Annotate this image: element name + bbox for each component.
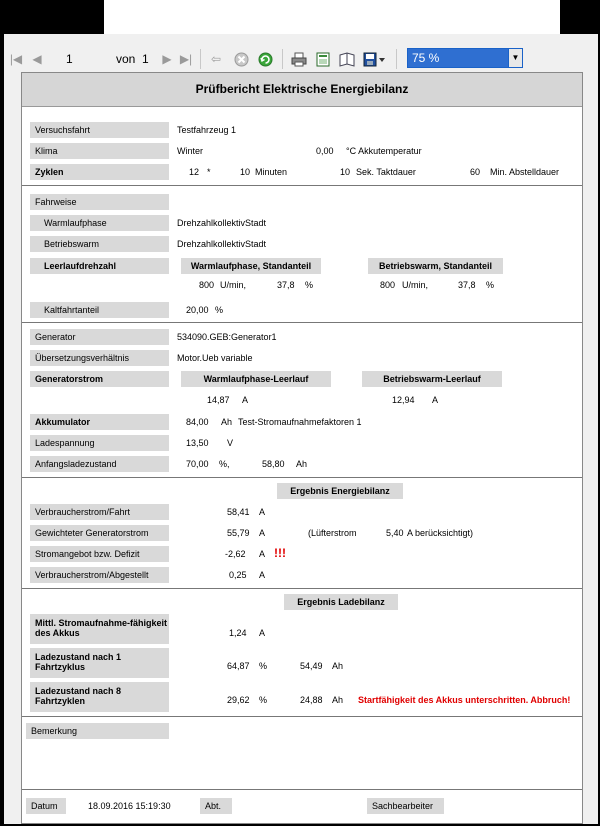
- abt-label: Abt.: [200, 798, 232, 814]
- leerlauf-warmlauf-rpm-unit: U/min,: [220, 280, 247, 290]
- toolbar-separator: [200, 49, 201, 69]
- verbraucherstrom-fahrt-value: 58,41: [227, 507, 250, 517]
- zyklen-label: Zyklen: [30, 164, 169, 180]
- section-divider: [22, 322, 582, 323]
- ladezustand-8-ah: 24,88: [300, 695, 323, 705]
- klima-value: Winter: [177, 146, 204, 156]
- leerlauf-betrieb-rpm: 800: [380, 280, 396, 290]
- ladezustand-8-pct-unit: %: [259, 695, 268, 705]
- ladespannung-unit: V: [227, 438, 234, 448]
- zyklen-mult: *: [207, 167, 211, 177]
- ladezustand-8-ah-unit: Ah: [332, 695, 344, 705]
- luefterstrom-label: (Lüfterstrom: [308, 528, 357, 538]
- bemerkung-label: Bemerkung: [26, 723, 169, 739]
- generatorstrom-betrieb-value: 12,94: [392, 395, 415, 405]
- versuchsfahrt-label: Versuchsfahrt: [30, 122, 169, 138]
- page-layout-icon[interactable]: [314, 51, 332, 67]
- luefterstrom-value: 5,40: [386, 528, 404, 538]
- zoom-value: 75 %: [408, 49, 509, 67]
- akkumulator-value: 84,00: [186, 417, 209, 427]
- ladespannung-label: Ladespannung: [30, 435, 169, 451]
- generator-label: Generator: [30, 329, 169, 345]
- generatorstrom-warmlauf-header: Warmlaufphase-Leerlauf: [181, 371, 331, 387]
- luefterstrom-unit: A berücksichtigt): [407, 528, 474, 538]
- defizit-warning-mark: !!!: [274, 546, 286, 560]
- ladezustand-1-ah: 54,49: [300, 661, 323, 671]
- ladezustand-1-ah-unit: Ah: [332, 661, 344, 671]
- verbraucherstrom-abgestellt-label: Verbraucherstrom/Abgestellt: [30, 567, 169, 583]
- kaltfahrtanteil-value: 20,00: [186, 305, 209, 315]
- verbraucherstrom-abgestellt-unit: A: [259, 570, 266, 580]
- ladezustand-8-label: Ladezustand nach 8 Fahrtzyklen: [30, 682, 169, 712]
- stromangebot-defizit-value: -2,62: [225, 549, 246, 559]
- stromangebot-defizit-unit: A: [259, 549, 266, 559]
- section-divider: [22, 716, 582, 717]
- print-icon[interactable]: [290, 51, 308, 67]
- anfangsladezustand-pct-unit: %,: [219, 459, 230, 469]
- ladezustand-8-warning: Startfähigkeit des Akkus unterschritten. Abbruch!: [358, 695, 571, 705]
- mittl-stromaufnahme-value: 1,24: [229, 628, 247, 638]
- page-setup-icon[interactable]: [338, 51, 356, 67]
- first-page-icon[interactable]: |◀: [9, 52, 23, 66]
- section-divider: [22, 789, 582, 790]
- generatorstrom-warmlauf-value: 14,87: [207, 395, 230, 405]
- page-number-input[interactable]: 1: [66, 52, 73, 66]
- warmlaufphase-value: DrehzahlkollektivStadt: [177, 218, 267, 228]
- uebersetzung-label: Übersetzungsverhältnis: [30, 350, 169, 366]
- refresh-icon[interactable]: [256, 51, 274, 67]
- leerlauf-betrieb-pct-unit: %: [486, 280, 495, 290]
- last-page-icon[interactable]: ▶|: [179, 52, 193, 66]
- akkutemperatur-unit: °C Akkutemperatur: [346, 146, 422, 156]
- generatorstrom-label: Generatorstrom: [30, 371, 169, 387]
- kaltfahrtanteil-label: Kaltfahrtanteil: [30, 302, 169, 318]
- page-of-label: von 1: [116, 52, 149, 66]
- sachbearbeiter-label: Sachbearbeiter: [367, 798, 444, 814]
- zyklen-abstell-unit: Min. Abstelldauer: [490, 167, 560, 177]
- section-divider: [22, 588, 582, 589]
- report-viewer-window: [4, 34, 598, 824]
- zyklen-sek-unit: Sek. Taktdauer: [356, 167, 416, 177]
- warmlaufphase-label: Warmlaufphase: [30, 215, 169, 231]
- ladezustand-1-pct-unit: %: [259, 661, 268, 671]
- betriebswarm-label: Betriebswarm: [30, 236, 169, 252]
- zyklen-sek: 10: [340, 167, 351, 177]
- akkutemperatur-value: 0,00: [316, 146, 334, 156]
- gewichteter-generatorstrom-label: Gewichteter Generatorstrom: [30, 525, 169, 541]
- uebersetzung-value: Motor.Ueb variable: [177, 353, 253, 363]
- datum-label: Datum: [26, 798, 66, 814]
- stop-icon[interactable]: [232, 51, 250, 67]
- datum-value: 18.09.2016 15:19:30: [88, 801, 171, 811]
- generatorstrom-betrieb-header: Betriebswarm-Leerlauf: [362, 371, 502, 387]
- stromangebot-defizit-label: Stromangebot bzw. Defizit: [30, 546, 169, 562]
- toolbar-separator: [396, 49, 397, 69]
- leerlauf-warmlauf-pct-unit: %: [305, 280, 314, 290]
- verbraucherstrom-fahrt-unit: A: [259, 507, 266, 517]
- zoom-select[interactable]: [407, 48, 523, 68]
- next-page-icon[interactable]: ▶: [162, 52, 172, 66]
- anfangsladezustand-ah: 58,80: [262, 459, 285, 469]
- generator-value: 534090.GEB:Generator1: [177, 332, 277, 342]
- gewichteter-generatorstrom-value: 55,79: [227, 528, 250, 538]
- zyklen-abstell: 60: [470, 167, 481, 177]
- leerlauf-betrieb-rpm-unit: U/min,: [402, 280, 429, 290]
- zyklen-minutes-unit: Minuten: [255, 167, 288, 177]
- zyklen-count: 12: [189, 167, 200, 177]
- report-title: Prüfbericht Elektrische Energiebilanz: [22, 73, 582, 107]
- leerlauf-warmlauf-rpm: 800: [199, 280, 215, 290]
- report-page: [21, 72, 583, 824]
- akkumulator-label: Akkumulator: [30, 414, 169, 430]
- kaltfahrtanteil-unit: %: [215, 305, 224, 315]
- fahrweise-label: Fahrweise: [30, 194, 169, 210]
- akkumulator-unit: Ah: [221, 417, 233, 427]
- ladezustand-1-pct: 64,87: [227, 661, 250, 671]
- energiebilanz-header: Ergebnis Energiebilanz: [277, 483, 403, 499]
- gewichteter-generatorstrom-unit: A: [259, 528, 266, 538]
- previous-page-icon[interactable]: ◀: [32, 52, 42, 66]
- ladebilanz-header: Ergebnis Ladebilanz: [284, 594, 398, 610]
- window-top-strip: [104, 0, 560, 34]
- section-divider: [22, 185, 582, 186]
- back-icon[interactable]: ⇦: [210, 52, 222, 66]
- ladezustand-8-pct: 29,62: [227, 695, 250, 705]
- mittl-stromaufnahme-label: Mittl. Stromaufnahme-fähigkeit des Akkus: [30, 614, 169, 644]
- generatorstrom-betrieb-unit: A: [432, 395, 439, 405]
- leerlauf-betrieb-header: Betriebswarm, Standanteil: [368, 258, 503, 274]
- anfangsladezustand-pct: 70,00: [186, 459, 209, 469]
- betriebswarm-value: DrehzahlkollektivStadt: [177, 239, 267, 249]
- section-divider: [22, 477, 582, 478]
- generatorstrom-warmlauf-unit: A: [242, 395, 249, 405]
- leerlaufdrehzahl-label: Leerlaufdrehzahl: [30, 258, 169, 274]
- versuchsfahrt-value: Testfahrzeug 1: [177, 125, 237, 135]
- export-icon[interactable]: [362, 51, 388, 67]
- ladespannung-value: 13,50: [186, 438, 209, 448]
- chevron-down-icon[interactable]: ▼: [508, 49, 522, 67]
- klima-label: Klima: [30, 143, 169, 159]
- verbraucherstrom-fahrt-label: Verbraucherstrom/Fahrt: [30, 504, 169, 520]
- leerlauf-betrieb-pct: 37,8: [458, 280, 476, 290]
- mittl-stromaufnahme-unit: A: [259, 628, 266, 638]
- akkumulator-extra: Test-Stromaufnahmefaktoren 1: [238, 417, 362, 427]
- toolbar-separator: [282, 49, 283, 69]
- zyklen-minutes: 10: [240, 167, 251, 177]
- leerlauf-warmlauf-pct: 37,8: [277, 280, 295, 290]
- anfangsladezustand-ah-unit: Ah: [296, 459, 308, 469]
- leerlauf-warmlauf-header: Warmlaufphase, Standanteil: [181, 258, 321, 274]
- verbraucherstrom-abgestellt-value: 0,25: [229, 570, 247, 580]
- anfangsladezustand-label: Anfangsladezustand: [30, 456, 169, 472]
- ladezustand-1-label: Ladezustand nach 1 Fahrtzyklus: [30, 648, 169, 678]
